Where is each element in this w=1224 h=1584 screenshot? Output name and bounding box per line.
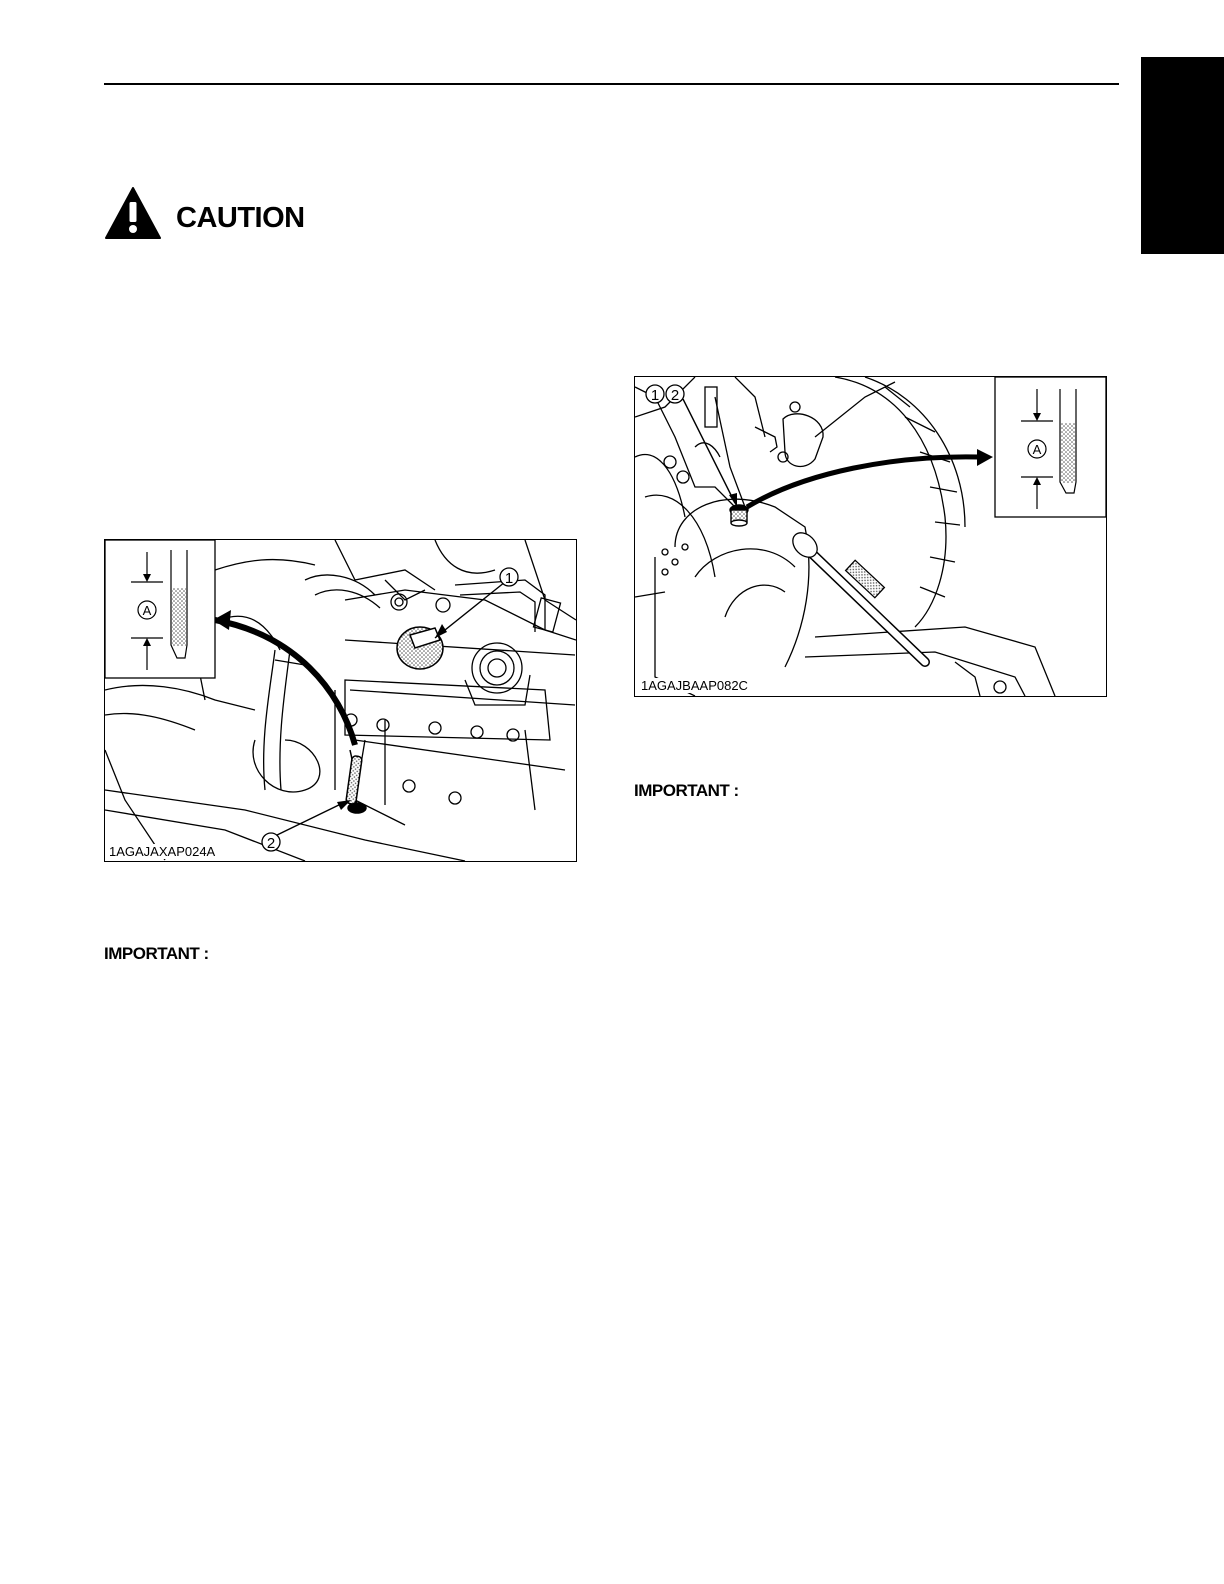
warning-triangle-icon: [104, 186, 162, 240]
transmission-illustration: [635, 377, 1106, 696]
callout-a: A: [142, 603, 152, 618]
important-label-right: IMPORTANT :: [634, 781, 739, 800]
important-label-left: IMPORTANT :: [104, 944, 209, 963]
header-rule: [104, 83, 1119, 85]
callout-1: 1: [650, 387, 660, 404]
figure-code: 1AGAJBAAP082C: [641, 678, 748, 693]
figure-transmission-fluid-check: [634, 376, 1107, 697]
figure-code: 1AGAJAXAP024A: [109, 844, 216, 859]
figure-engine-oil-check: [104, 539, 577, 862]
arrow-to-inset: [215, 620, 355, 745]
caution-heading: [104, 186, 305, 240]
callout-2: 2: [266, 835, 276, 852]
callout-2: 2: [670, 387, 680, 404]
caution-label: CAUTION: [176, 201, 305, 234]
engine-illustration: [105, 540, 576, 861]
callout-1: 1: [504, 570, 514, 587]
callout-a: A: [1032, 442, 1042, 457]
section-tab: [1141, 57, 1224, 254]
